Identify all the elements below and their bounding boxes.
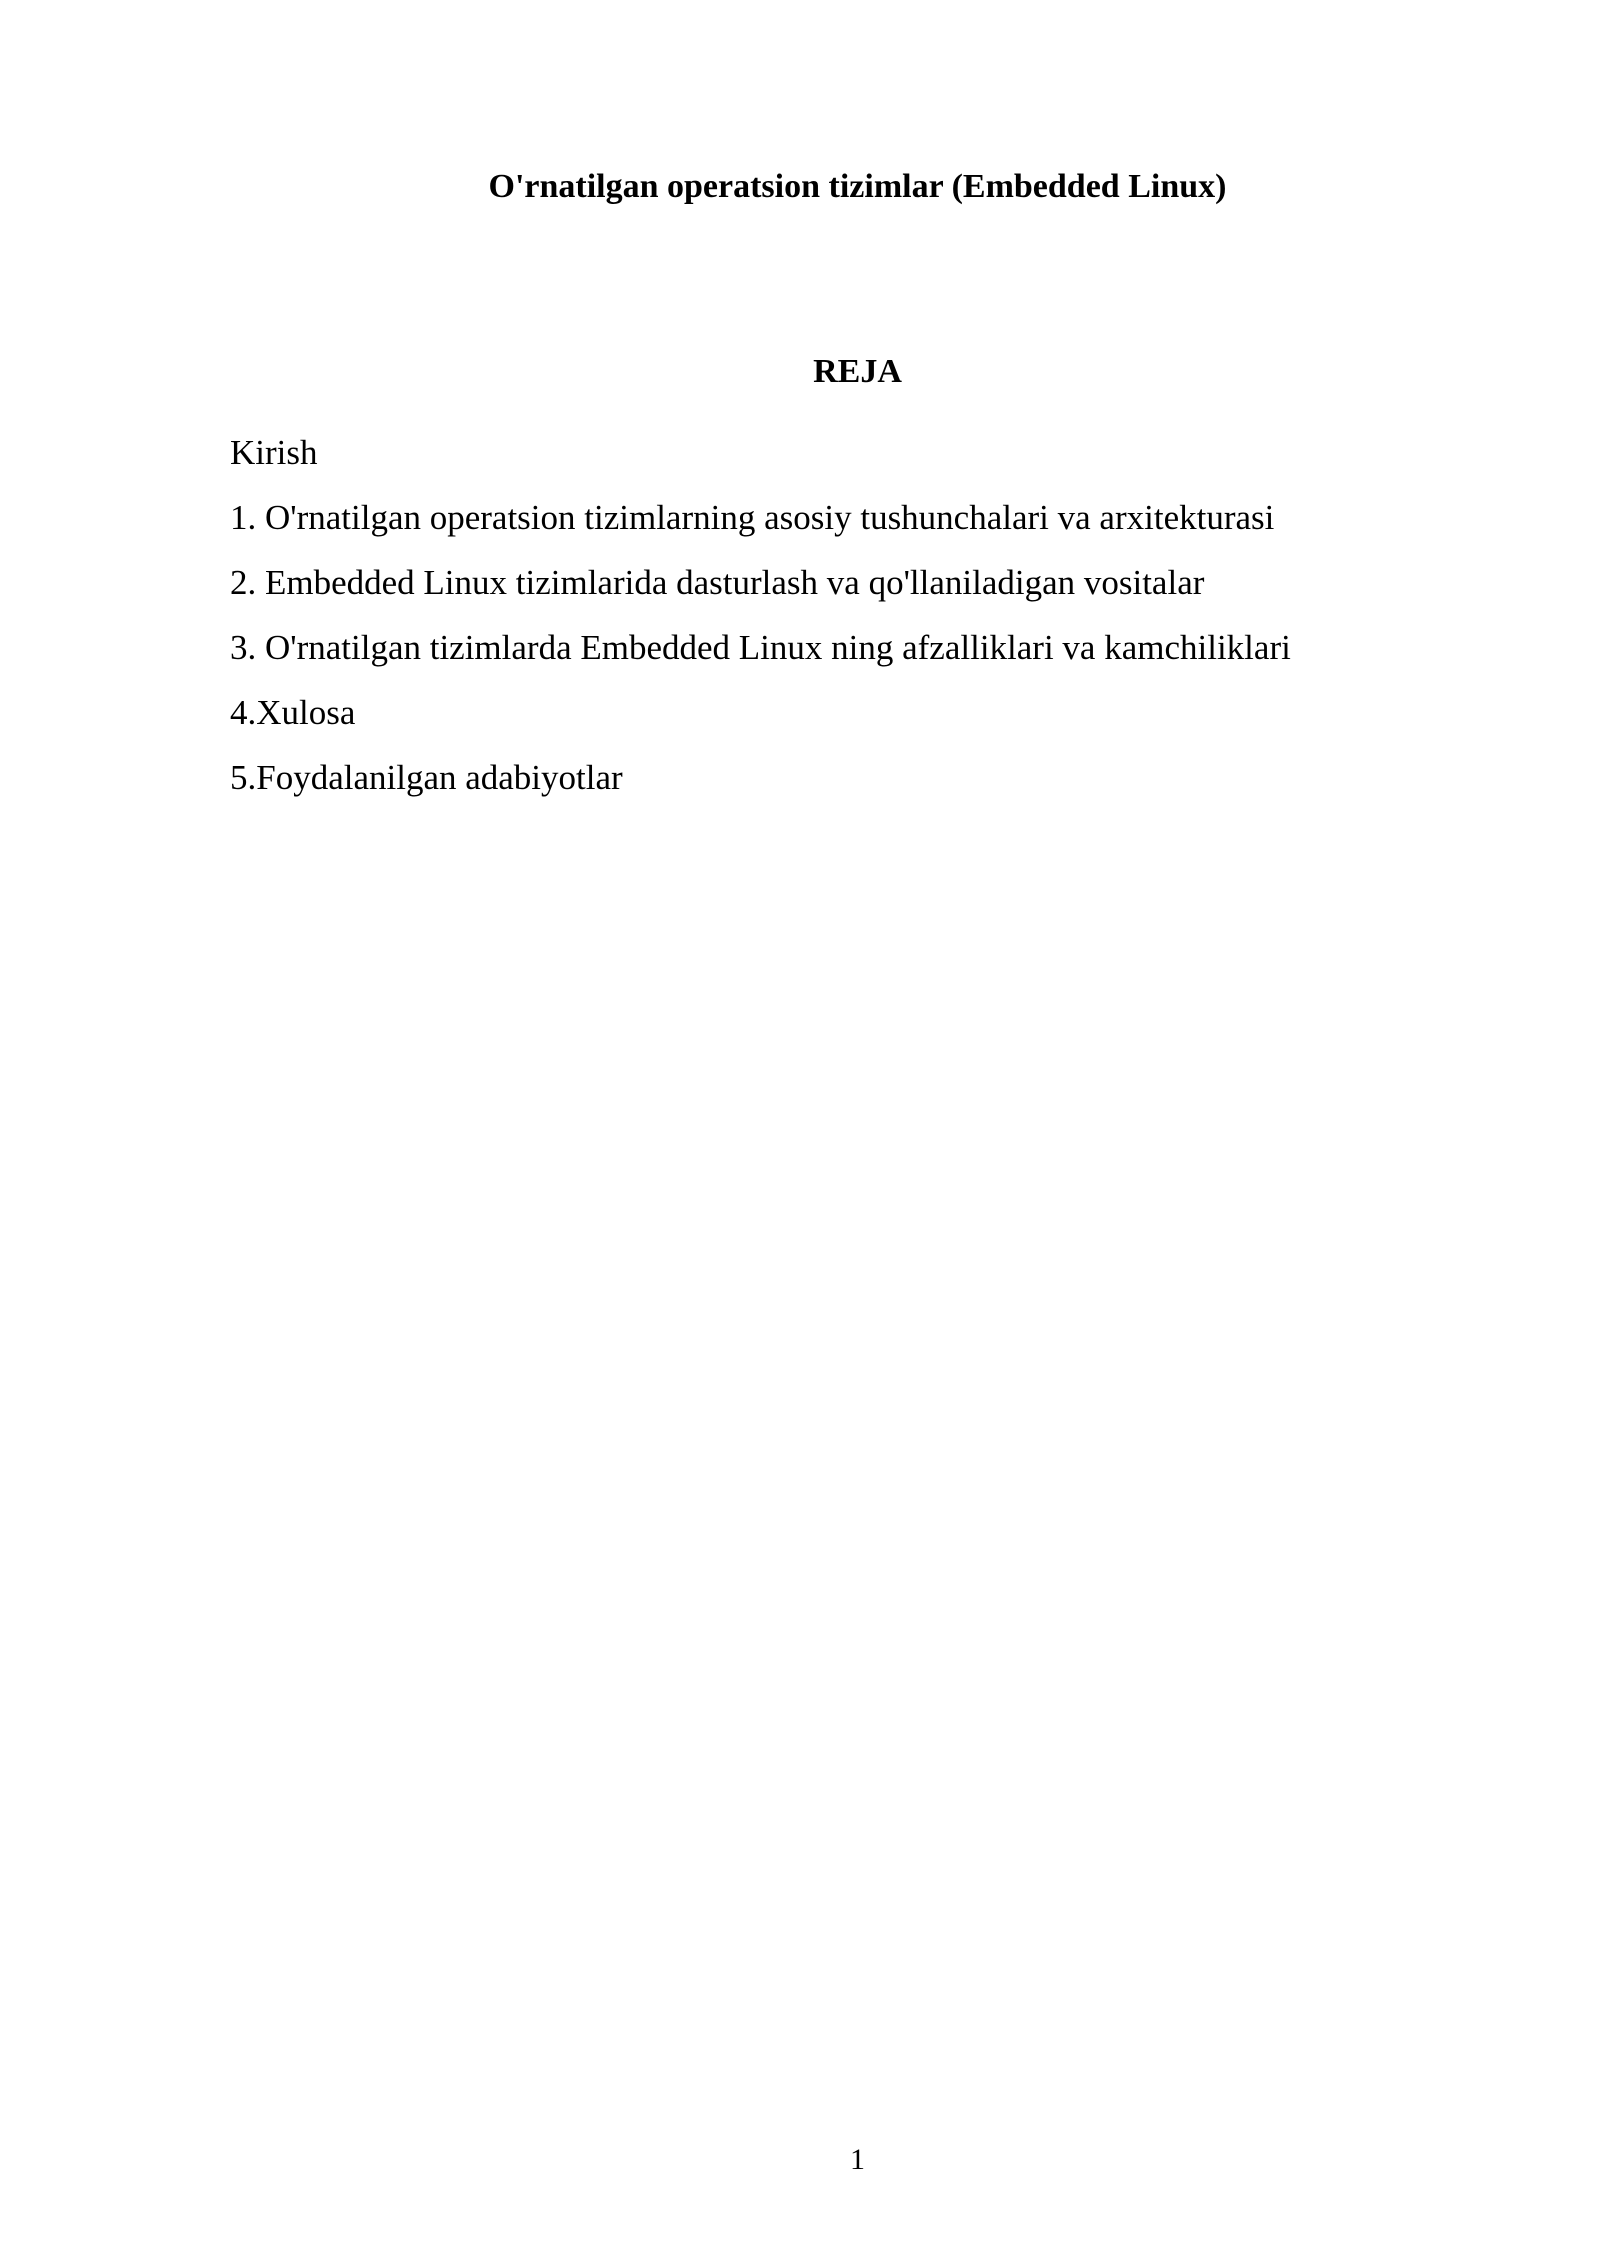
plan-item-2: 2. Embedded Linux tizimlarida dasturlash va qo'llaniladigan vositalar [230, 563, 1205, 602]
plan-item-1: 1. O'rnatilgan operatsion tizimlarning asosiy tushunchalari va arxitekturasi [230, 498, 1275, 537]
plan-item-conclusion: 4.Xulosa [230, 693, 356, 732]
plan-item-3: 3. O'rnatilgan tizimlarda Embedded Linux ning afzalliklari va kamchiliklari [230, 628, 1291, 667]
plan-heading: REJA [813, 353, 902, 390]
plan-item-intro: Kirish [230, 433, 318, 472]
page-number: 1 [850, 2143, 865, 2176]
document-title: O'rnatilgan operatsion tizimlar (Embedded Linux) [488, 168, 1227, 205]
plan-item-references: 5.Foydalanilgan adabiyotlar [230, 758, 623, 797]
plan-list [230, 420, 1291, 810]
